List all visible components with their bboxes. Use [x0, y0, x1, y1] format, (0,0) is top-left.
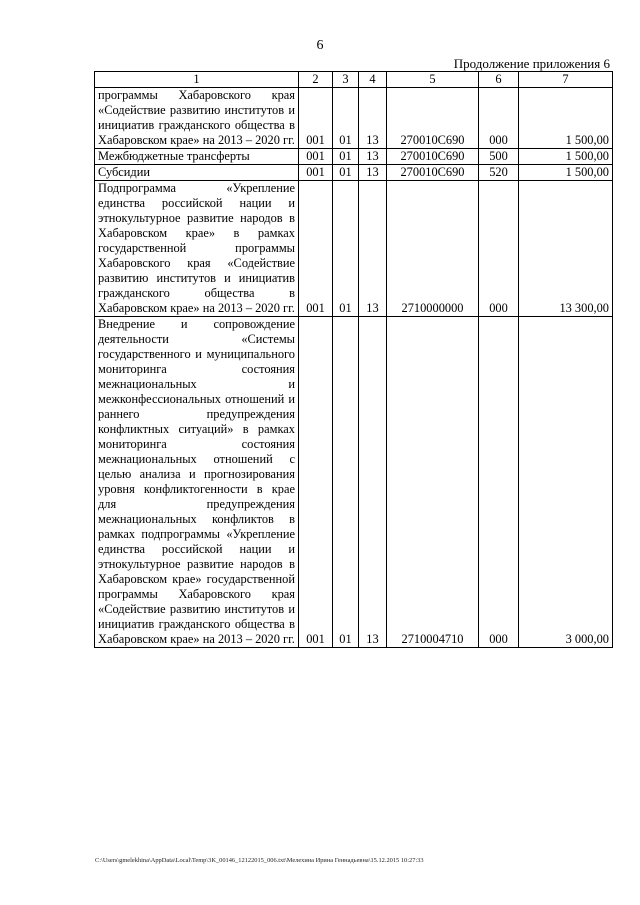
header-col-4: 4: [359, 72, 387, 88]
row-amount: 1 500,00: [519, 88, 613, 149]
row-subsection: 13: [359, 317, 387, 648]
row-expense-type: 500: [479, 149, 519, 165]
row-section: 01: [333, 181, 359, 317]
table-row: [95, 317, 613, 648]
header-col-3: 3: [333, 72, 359, 88]
row-subsection: 13: [359, 88, 387, 149]
header-col-1: 1: [95, 72, 299, 88]
row-subsection: 13: [359, 181, 387, 317]
row-name: Внедрение и сопровождение деятельности «Системы государственного и муниципального мониторинга состояния межнациональных и межконфессиональных отношений и раннего предупреждения конфликтных ситуаций» в рамках мониторинга состояния межнациональных отношений с целью анализа и прогнозирования уровня конфликтогенности в крае для предупреждения межнациональных конфликтов в рамках подпрограммы «Укрепление единства российской нации и этнокультурное развитие народов в Хабаровском крае» государственной программы Хабаровского края «Содействие развитию институтов и инициатив гражданского общества в Хабаровском крае» на 2013 – 2020 гг.: [95, 317, 299, 648]
table-row: [95, 149, 613, 165]
row-code: 001: [299, 181, 333, 317]
row-target-article: 2710004710: [387, 317, 479, 648]
header-row: [95, 72, 613, 88]
row-target-article: 2710000000: [387, 181, 479, 317]
header-col-5: 5: [387, 72, 479, 88]
row-target-article: 270010С690: [387, 88, 479, 149]
row-subsection: 13: [359, 165, 387, 181]
row-name: Подпрограмма «Укрепление единства российской нации и этнокультурное развитие народов в Хабаровском крае» в рамках государственной программы Хабаровского края «Содействие развитию институтов и инициатив гражданского общества в Хабаровском крае» на 2013 – 2020 гг.: [95, 181, 299, 317]
budget-table: [94, 71, 613, 648]
row-expense-type: 520: [479, 165, 519, 181]
row-target-article: 270010С690: [387, 165, 479, 181]
row-amount: 1 500,00: [519, 165, 613, 181]
row-amount: 3 000,00: [519, 317, 613, 648]
row-section: 01: [333, 165, 359, 181]
table-row: [95, 165, 613, 181]
row-code: 001: [299, 88, 333, 149]
table-row: [95, 88, 613, 149]
row-section: 01: [333, 88, 359, 149]
row-expense-type: 000: [479, 181, 519, 317]
row-code: 001: [299, 149, 333, 165]
file-path-footer: C:\Users\gmelekhina\AppData\Local\Temp\3K_00146_12122015_006.txt\Мелехина Ирина Геннадьевна\15.12.2015 10:27:33: [95, 857, 424, 864]
row-name: Субсидии: [95, 165, 299, 181]
row-name: Межбюджетные трансферты: [95, 149, 299, 165]
row-section: 01: [333, 149, 359, 165]
row-name: программы Хабаровского края «Содействие развитию институтов и инициатив гражданского общества в Хабаровском крае» на 2013 – 2020 гг.: [95, 88, 299, 149]
row-target-article: 270010С690: [387, 149, 479, 165]
row-expense-type: 000: [479, 317, 519, 648]
continuation-label: Продолжение приложения 6: [453, 56, 610, 71]
row-amount: 1 500,00: [519, 149, 613, 165]
header-col-2: 2: [299, 72, 333, 88]
header-col-7: 7: [519, 72, 613, 88]
row-amount: 13 300,00: [519, 181, 613, 317]
row-code: 001: [299, 165, 333, 181]
row-subsection: 13: [359, 149, 387, 165]
row-code: 001: [299, 317, 333, 648]
row-section: 01: [333, 317, 359, 648]
page-number: 6: [316, 38, 324, 53]
table-row: [95, 181, 613, 317]
row-expense-type: 000: [479, 88, 519, 149]
header-col-6: 6: [479, 72, 519, 88]
